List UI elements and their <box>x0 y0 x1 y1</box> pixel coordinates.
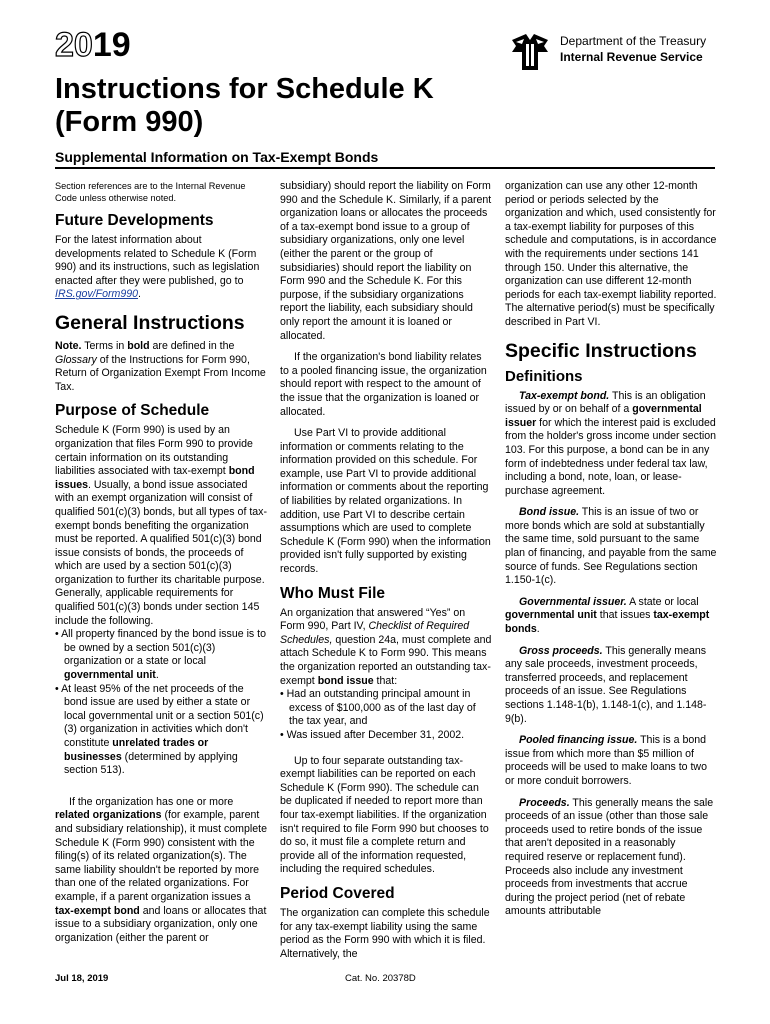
column-3 <box>505 180 717 927</box>
list-item: • Had an outstanding principal amount in excess of $100,000 as of the last day of the tax year, and <box>280 688 476 728</box>
heading-who-must-file: Who Must File <box>280 584 386 602</box>
header-rule <box>55 167 715 169</box>
period-paragraph: The organization can complete this schedule for any tax-exempt liability using the same period as the Form 990 with which it is filed. Alternatively, the <box>280 906 490 960</box>
page-title: Instructions for Schedule K (Form 990) <box>55 73 434 138</box>
form-year <box>55 28 131 62</box>
page-subtitle: Supplemental Information on Tax-Exempt Bonds <box>55 149 379 165</box>
def-gross-proceeds: Gross proceeds. This generally means any sale proceeds, investment proceeds, transferred proceeds, and replacement proceeds of an issue. See Regulations sections 1.148-1(b), 1.148-1(c), and 1.148-9(b). <box>505 644 707 725</box>
note-paragraph: Note. Terms in bold are defined in the Glossary of the Instructions for Form 990, Return of Organization Exempt From Income Tax. <box>55 339 266 393</box>
def-bond-issue: Bond issue. This is an issue of two or more bonds which are sold at substantially the same time, sold pursuant to the same plan of financing, and payable from the same source of funds. See Regulations section 1.150-1(c). <box>505 506 717 587</box>
year-solid: 19 <box>92 26 131 64</box>
def-proceeds: Proceeds. This generally means the sale proceeds of an issue (other than those sale proceeds used to retire bonds of the issue that aren't deposited in a reasonably required reserve or replacement fund). Proceeds also include any investment proceeds from investments that accrue during the project period (net of rebate amounts attributable <box>505 796 714 918</box>
footer-date: Jul 18, 2019 <box>55 973 109 984</box>
continued-paragraph: organization can use any other 12-month period or periods selected by the organization and which, used consistently for a tax-exempt liability for purposes of this schedule and computations, is in accordance with the requirements under sections 141 through 150. Under this alternative, the organization can use different 12-month periods for each tax-exempt liability reported. The alternative period(s) must be specifically described in Part VI. <box>505 180 717 328</box>
agency-block <box>560 33 706 65</box>
purpose-bullets <box>55 628 267 778</box>
who-paragraph: An organization that answered “Yes” on Form 990, Part IV, Checklist of Required Schedules, question 24a, must complete and attach Schedule K to Form 990. This means the organization reported an outstanding tax-exempt bond issue that: <box>280 606 492 687</box>
purpose-paragraph: Schedule K (Form 990) is used by an organization that files Form 990 to provide certain information on its outstanding liabilities associated with tax-exempt bond issues. Usually, a bond issue associated with an exempt organization will consist of qualified 501(c)(3) bonds, but all types of tax-exempt bonds benefiting the organization must be reported. A qualified 501(c)(3) bond issue consists of bonds, the proceeds of which are used by a section 501(c)(3) organization to further its charitable purpose. Generally, applicable requirements for qualified 501(c)(3) bonds under section 145 include the following. <box>55 424 267 627</box>
agency-department: Department of the Treasury <box>560 34 707 48</box>
list-item: • All property financed by the bond issue is to be owned by a section 501(c)(3) organization or a state or local governmental unit. <box>55 628 267 682</box>
intro-text: Section references are to the Internal Revenue Code unless otherwise noted. <box>55 181 246 203</box>
four-liabilities-paragraph: Up to four separate outstanding tax-exempt liabilities can be reported on each Schedule K (Form 990). The schedule can be duplicated if needed to report more than four tax-exempt liabilities. If the organization isn't required to file Form 990 but chooses to do so, it must file a complete return and provide all of the information requested, including the required schedules. <box>280 754 489 876</box>
heading-purpose-of-schedule: Purpose of Schedule <box>55 402 210 420</box>
part-vi-paragraph: Use Part VI to provide additional information or comments relating to the information provided on this schedule. For example, use Part VI to provide additional information or comments about the reporting of liabilities by related organizations. In addition, use Part VI to describe certain assumptions which are used to complete Schedule K (Form 990) when the information provided isn't fully supported by existing records. <box>280 427 491 576</box>
def-tax-exempt-bond: Tax-exempt bond. This is an obligation issued by or on behalf of a governmental issuer for which the interest paid is excluded from the holder's gross income under section 103. For this purpose, a bond can be in any form of indebtedness under federal tax law, including a bond, note, loan, or lease-purchase agreement. <box>505 389 717 497</box>
heading-specific-instructions: Specific Instructions <box>505 339 697 362</box>
list-item: • At least 95% of the net proceeds of the bond issue are used by either a state or local governmental unit or a section 501(c)(3) organization in activities which don't constitute unrelated trades or businesses (determined by applying section 513). <box>55 682 264 777</box>
irs-eagle-logo-icon <box>508 30 552 74</box>
agency-irs: Internal Revenue Service <box>560 50 703 64</box>
column-2 <box>280 180 492 969</box>
column-1 <box>55 180 267 953</box>
heading-period-covered: Period Covered <box>280 884 395 902</box>
continued-paragraph: subsidiary) should report the liability on Form 990 and the Schedule K. Similarly, if a parent organization loans or allocates the proceeds of a tax-exempt bond issue to a group of subsidiary organizations, only one level (either the parent or the group of subsidiaries) should report the liability on Form 990 and the Schedule K. For this purpose, if the subsidiary organizations report the liability, each subsidiary should only report the amount it is loaned or allocated. <box>280 180 492 342</box>
def-governmental-issuer: Governmental issuer. A state or local governmental unit that issues tax-exempt bonds. <box>505 595 710 636</box>
year-outline: 20 <box>55 26 93 64</box>
pooled-paragraph: If the organization's bond liability relates to a pooled financing issue, the organization should report with respect to the amount of the issue that the organization is loaned or allocated. <box>280 351 487 418</box>
list-item: • Was issued after December 31, 2002. <box>280 728 465 741</box>
def-pooled-financing-issue: Pooled financing issue. This is a bond issue from which more than $5 million of proceeds will be used to make loans to two or more conduit borrowers. <box>505 734 707 787</box>
irs-form990-link[interactable]: IRS.gov/Form990 <box>55 288 139 301</box>
footer-catalog-number: Cat. No. 20378D <box>345 973 416 984</box>
heading-general-instructions: General Instructions <box>55 311 245 334</box>
heading-definitions: Definitions <box>505 367 583 385</box>
future-paragraph: For the latest information about developments related to Schedule K (Form 990) and its instructions, such as legislation enacted after they were published, go to IRS.gov/Form990. <box>55 234 260 301</box>
who-bullets <box>280 688 492 742</box>
related-paragraph: If the organization has one or more related organizations (for example, parent and subsidiary relationship), it must complete Schedule K (Form 990) consistent with the filing(s) of its related organization(s). The same liability shouldn't be reported by more than one of the related organizations. For example, if a parent organization issues a tax-exempt bond and loans or allocates that issue to a subsidiary organization, only one organization (either the parent or <box>55 795 267 944</box>
heading-future-developments: Future Developments <box>55 212 214 229</box>
